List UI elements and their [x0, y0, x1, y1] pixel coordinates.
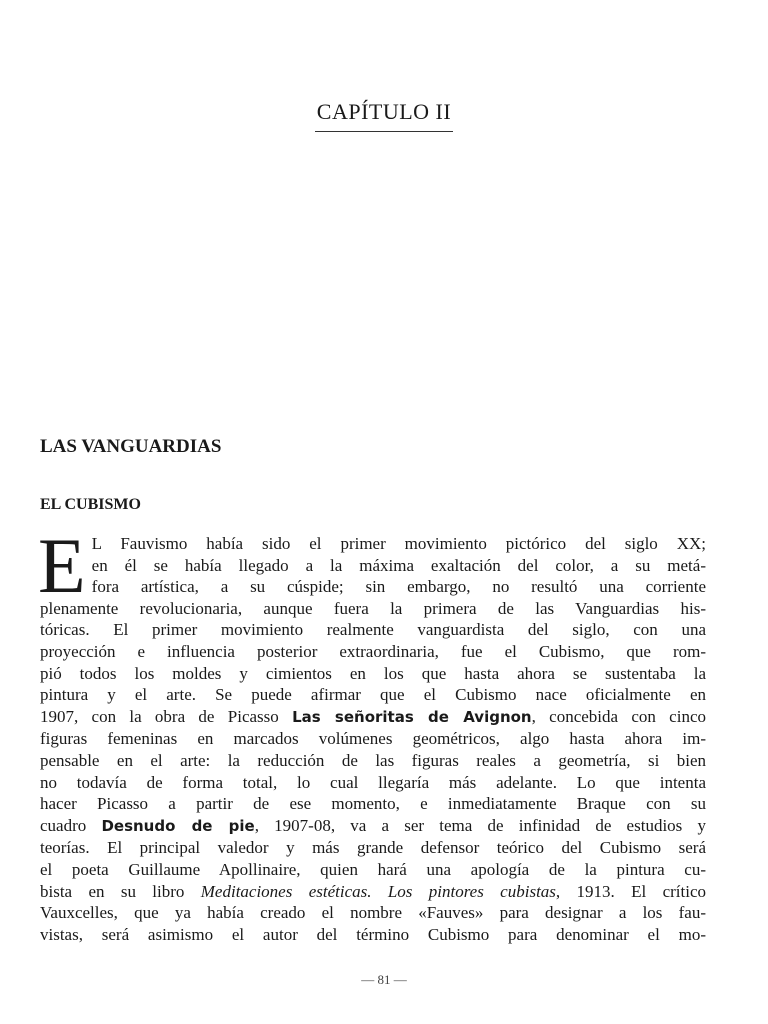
- text-line: [40, 881, 706, 903]
- artwork-title-avignon: Las señoritas de Avignon: [292, 707, 532, 726]
- text-line: teorías. El principal valedor y más grande defensor teórico del Cubismo será: [40, 838, 706, 858]
- text-line: [40, 815, 706, 838]
- text-line: fora artística, a su cúspide; sin embargo, no resultó una corriente: [91, 577, 706, 597]
- subsection-title: EL CUBISMO: [40, 496, 141, 513]
- text-run: , concebida con cinco: [531, 706, 706, 726]
- text-line: [40, 706, 706, 729]
- text-line: pió todos los moldes y cimientos en los que hasta ahora se sustentaba la: [40, 663, 706, 683]
- text-run: , 1913. El crítico: [555, 881, 706, 901]
- text-line: hacer Picasso a partir de ese momento, e inmediatamente Braque con su: [40, 794, 706, 814]
- text-line: pensable en el arte: la reducción de las figuras reales a geometría, si bien: [40, 750, 706, 770]
- text-line: Vauxcelles, que ya había creado el nombre «Fauves» para designar a los fau-: [40, 903, 706, 923]
- text-line: no todavía de forma total, lo cual llegaría más adelante. Lo que intenta: [40, 772, 706, 792]
- text-line: figuras femeninas en marcados volúmenes geométricos, algo hasta ahora im-: [40, 729, 706, 749]
- text-run: 1907, con la obra de Picasso: [40, 706, 293, 726]
- body-paragraph: [38, 522, 706, 945]
- artwork-title-desnudo: Desnudo de pie: [101, 816, 255, 835]
- text-line: L Fauvismo había sido el primer movimiento pictórico del siglo XX;: [91, 534, 706, 553]
- text-line: proyección e influencia posterior extraordinaria, fue el Cubismo, que rom-: [40, 641, 706, 661]
- text-line: plenamente revolucionaria, aunque fuera la primera de las Vanguardias his-: [40, 598, 706, 618]
- text-run: cuadro: [40, 815, 102, 835]
- text-run: bista en su libro: [40, 881, 201, 901]
- text-run: , 1907-08, va a ser tema de infinidad de estudios y: [254, 815, 706, 835]
- book-title: Meditaciones estéticas. Los pintores cubistas: [200, 881, 556, 901]
- section-title: LAS VANGUARDIAS: [40, 436, 222, 457]
- drop-cap: E: [38, 522, 86, 609]
- page-number: — 81 —: [361, 972, 407, 987]
- text-line: en él se había llegado a la máxima exaltación del color, a su metá-: [91, 555, 706, 575]
- text-line: pintura y el arte. Se puede afirmar que el Cubismo nace oficialmente en: [40, 685, 706, 705]
- chapter-header: [0, 84, 768, 146]
- text-line: el poeta Guillaume Apollinaire, quien hará una apología de la pintura cu-: [40, 859, 706, 879]
- text-line: tóricas. El primer movimiento realmente vanguardista del siglo, con una: [40, 620, 706, 640]
- text-line: vistas, será asimismo el autor del término Cubismo para denominar el mo-: [40, 924, 706, 944]
- chapter-title: CAPÍTULO II: [315, 99, 453, 132]
